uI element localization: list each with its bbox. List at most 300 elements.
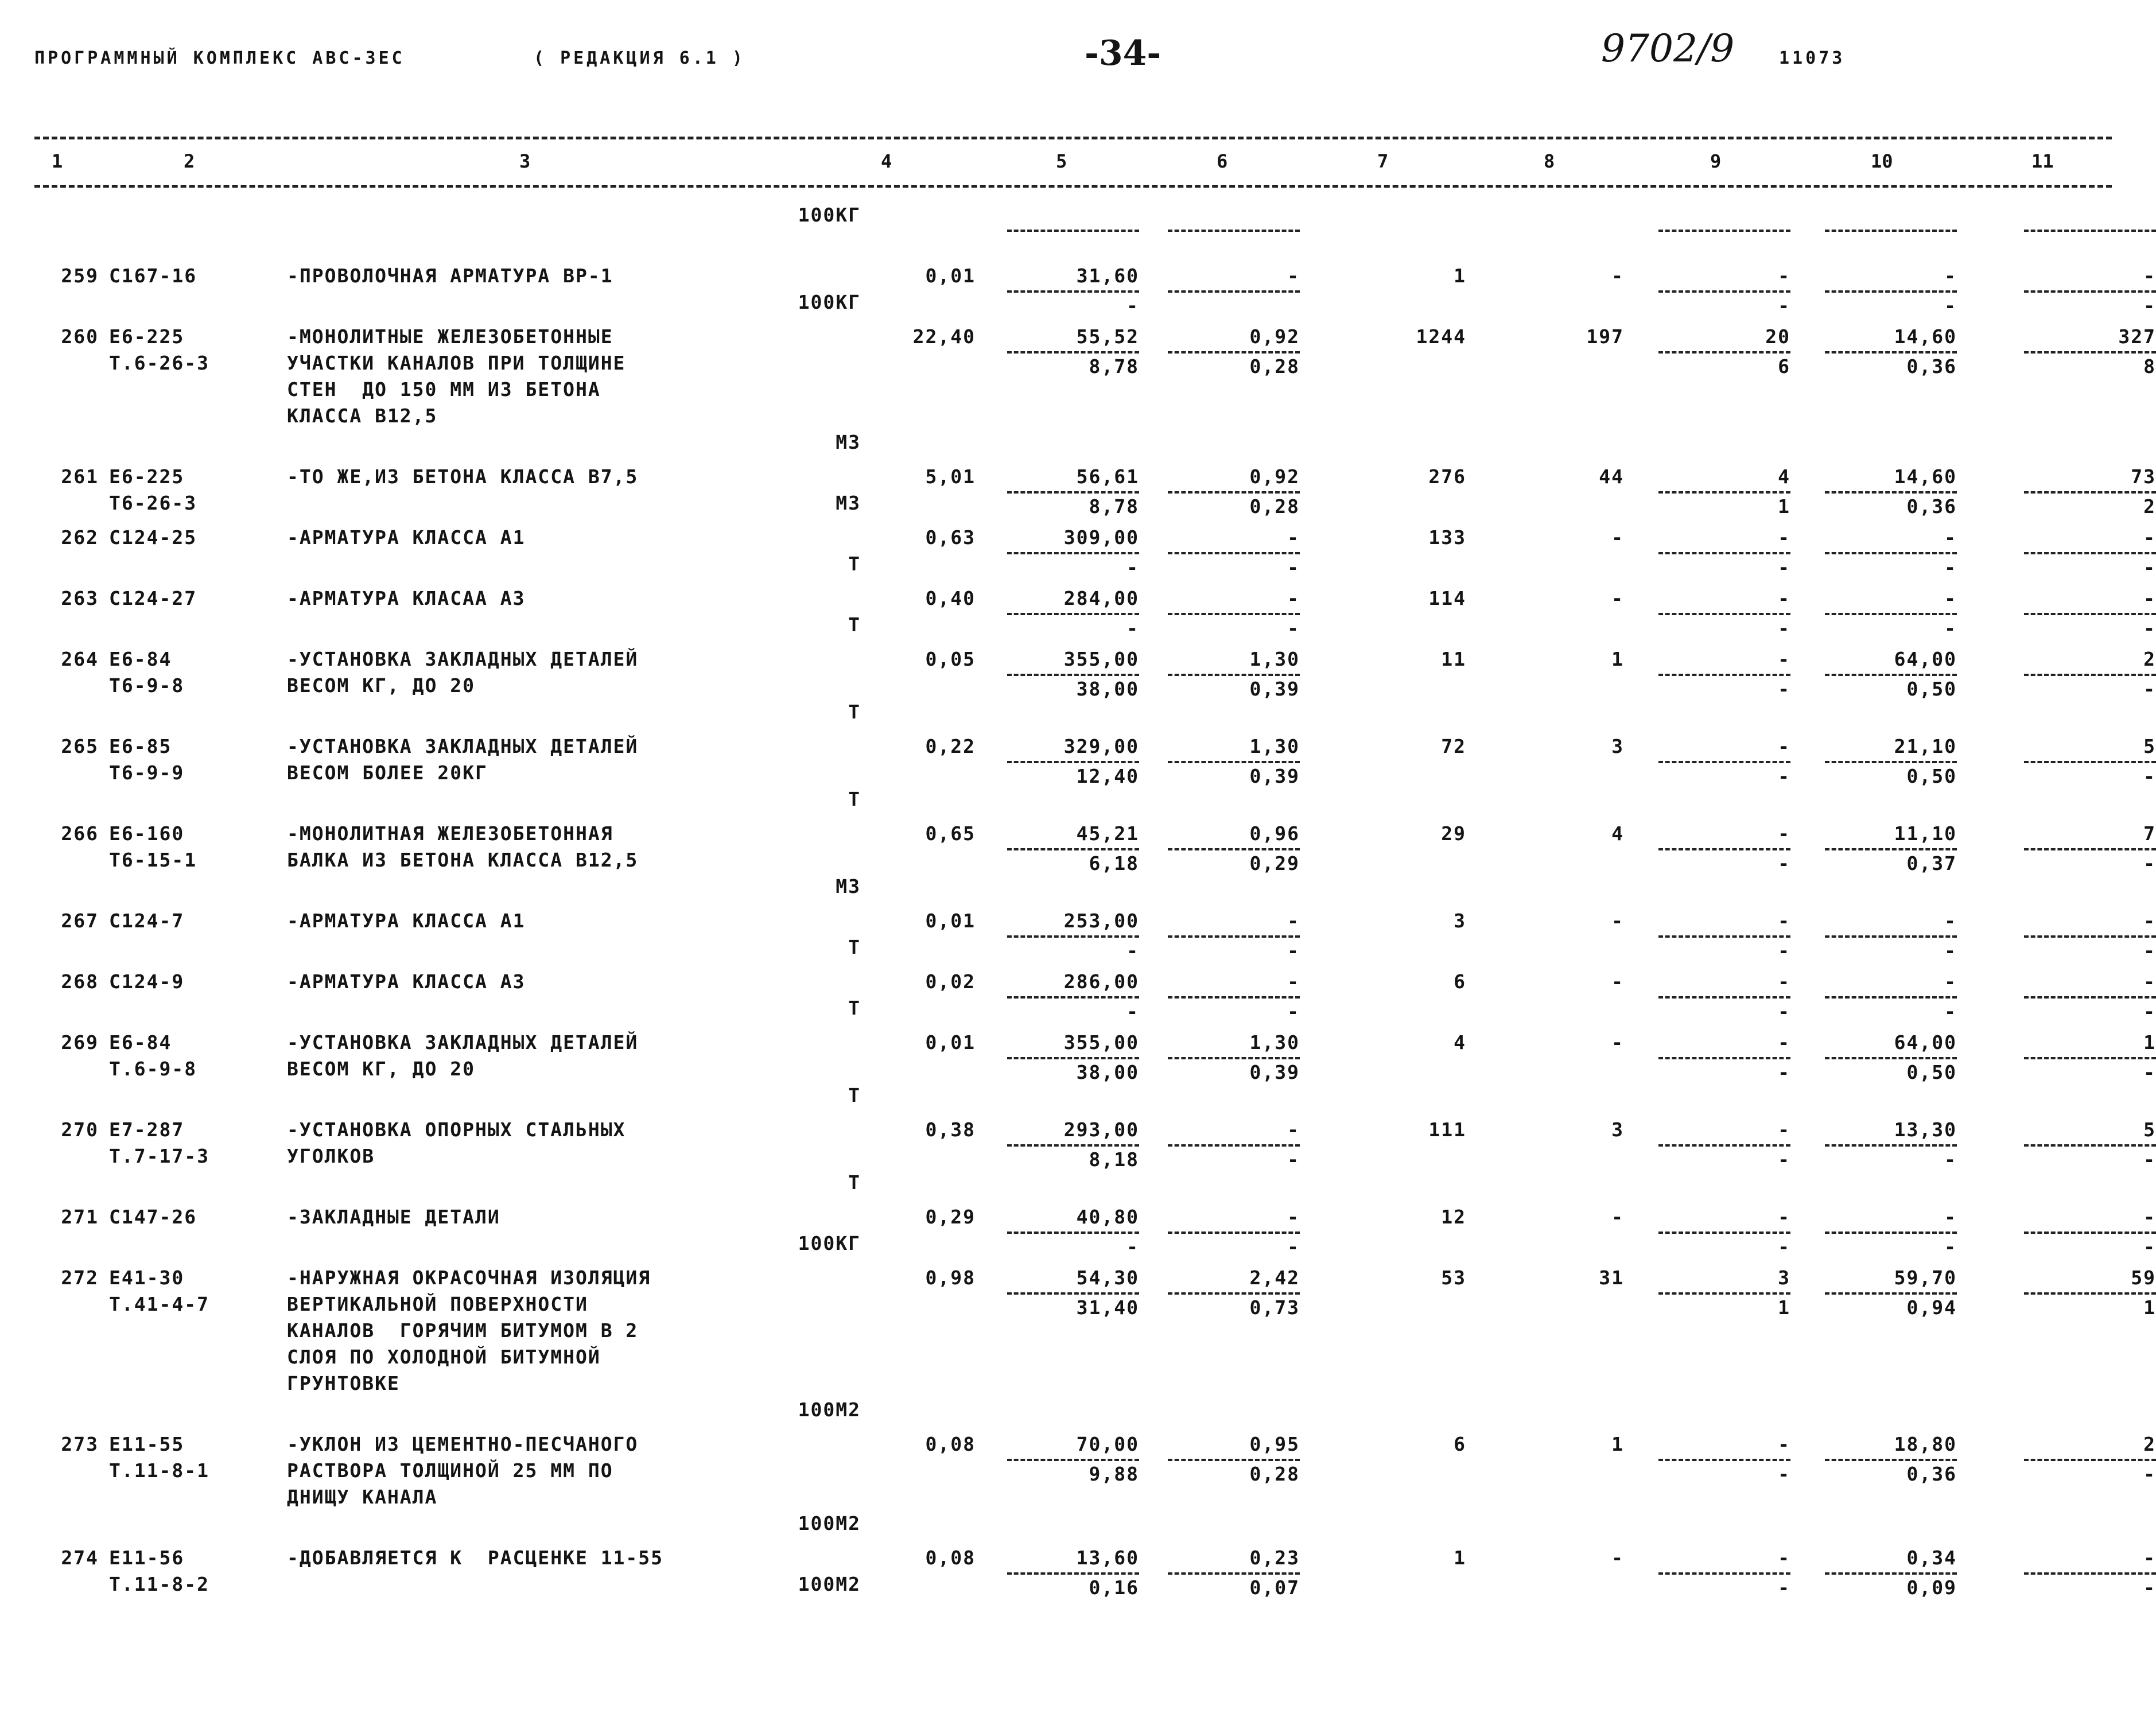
- col4-quantity: 0,98: [925, 1267, 976, 1289]
- col4-quantity: 0,29: [925, 1206, 976, 1228]
- row-number: 272: [61, 1267, 99, 1289]
- table-row: [0, 324, 2156, 464]
- col7-value: 72: [1441, 735, 1466, 757]
- row-number: 267: [61, 910, 99, 932]
- col10-value-top: 11,10: [1825, 821, 1957, 850]
- col11-value-bottom: -: [2143, 1000, 2156, 1023]
- description-line: -УСТАНОВКА ЗАКЛАДНЫХ ДЕТАЛЕЙ: [287, 1031, 639, 1054]
- description-line: СЛОЯ ПО ХОЛОДНОЙ БИТУМНОЙ: [287, 1346, 601, 1368]
- description-line: М3: [836, 492, 861, 514]
- col9-value-bottom: 1: [1778, 1296, 1790, 1319]
- description-line: Т: [848, 553, 861, 575]
- column-number-row: [0, 150, 2156, 173]
- col9-value-bottom: -: [1778, 1000, 1790, 1023]
- description-line: -УСТАНОВКА ЗАКЛАДНЫХ ДЕТАЛЕЙ: [287, 648, 639, 670]
- col6-price: [1139, 324, 1300, 464]
- col4-quantity: 22,40: [912, 325, 976, 348]
- row-code: С167-16: [109, 265, 197, 287]
- col6-value-bottom: 0,39: [1249, 678, 1300, 700]
- col6-value-bottom: 0,28: [1249, 355, 1300, 378]
- col9-price: [1624, 324, 1790, 464]
- col5-value-bottom: -: [1126, 1236, 1139, 1258]
- page-number: -34-: [1085, 33, 1161, 73]
- table-row: [0, 1030, 2156, 1117]
- col4-quantity: 0,38: [925, 1118, 976, 1141]
- col8-value: -: [1611, 910, 1624, 932]
- description-line: -МОНОЛИТНАЯ ЖЕЛЕЗОБЕТОННАЯ: [287, 822, 613, 845]
- col6-price: [1139, 464, 1300, 525]
- col7-value: 1244: [1416, 325, 1466, 348]
- row-number: 261: [61, 465, 99, 488]
- col11-value-bottom: 2: [2143, 495, 2156, 518]
- description-line: Т: [848, 788, 861, 810]
- row-code: Е7-287 Т.7-17-3: [109, 1118, 209, 1167]
- edition-label: ( РЕДАКЦИЯ 6.1 ): [534, 48, 745, 68]
- col11-price: [1957, 821, 2156, 908]
- row-number: 264: [61, 648, 99, 670]
- row-description: [287, 908, 895, 969]
- description-line: -МОНОЛИТНЫЕ ЖЕЛЕЗОБЕТОННЫЕ: [287, 325, 613, 348]
- col7-value: 6: [1454, 1433, 1466, 1455]
- col9-price: [1624, 1204, 1790, 1265]
- col5-value-bottom: 0,16: [1089, 1576, 1139, 1599]
- col11-value-bottom: -: [2143, 1148, 2156, 1171]
- col-num-10: 10: [1871, 150, 1893, 172]
- col10-value-top: [1825, 202, 1957, 232]
- table-row: [0, 464, 2156, 525]
- col9-price: [1624, 263, 1790, 324]
- col11-value-top: -: [2024, 263, 2156, 293]
- row-description: [287, 263, 895, 324]
- row-code: Е6-85 Т6-9-9: [109, 735, 185, 784]
- col6-value-top: -: [1168, 525, 1300, 554]
- description-line: Т: [848, 701, 861, 723]
- row-number: [0, 202, 109, 263]
- col11-price: [1957, 1204, 2156, 1265]
- row-code: Е6-225 Т.6-26-3: [109, 325, 209, 374]
- col6-value-top: 0,23: [1168, 1545, 1300, 1575]
- col7-value: 1: [1454, 265, 1466, 287]
- col8-value: -: [1611, 526, 1624, 549]
- col10-value-top: -: [1825, 969, 1957, 999]
- col10-value-bottom: 0,36: [1906, 495, 1957, 518]
- table-row: [0, 1431, 2156, 1545]
- col9-price: [1624, 1545, 1790, 1606]
- col10-value-bottom: 0,94: [1906, 1296, 1957, 1319]
- col11-price: [1957, 525, 2156, 585]
- col9-value-bottom: -: [1778, 556, 1790, 578]
- row-code: [109, 202, 287, 263]
- col10-price: [1790, 324, 1957, 464]
- description-line: Т: [848, 1171, 861, 1194]
- col6-price: [1139, 585, 1300, 646]
- col11-price: [1957, 1117, 2156, 1204]
- row-description: [287, 1431, 895, 1545]
- row-number: 273: [61, 1433, 99, 1455]
- col9-value-bottom: -: [1778, 617, 1790, 639]
- col5-value-bottom: -: [1126, 294, 1139, 317]
- col6-value-top: 1,30: [1168, 646, 1300, 676]
- col6-value-bottom: 0,28: [1249, 1463, 1300, 1485]
- document-code: 11073: [1779, 48, 1846, 68]
- col5-price: [976, 324, 1139, 464]
- col-num-3: 3: [519, 150, 531, 172]
- col5-price: [976, 1204, 1139, 1265]
- col5-value-bottom: 31,40: [1076, 1296, 1139, 1319]
- col6-price: [1139, 1545, 1300, 1606]
- description-line: ВЕСОМ БОЛЕЕ 20КГ: [287, 762, 488, 784]
- col6-value-bottom: 0,39: [1249, 1061, 1300, 1083]
- col10-price: [1790, 646, 1957, 733]
- col4-quantity: 0,65: [925, 822, 976, 845]
- col6-price: [1139, 733, 1300, 821]
- row-code: Е41-30 Т.41-4-7: [109, 1267, 209, 1315]
- row-code: С124-9: [109, 970, 185, 993]
- row-number: 269: [61, 1031, 99, 1054]
- col6-value-top: 2,42: [1168, 1265, 1300, 1295]
- col10-price: [1790, 733, 1957, 821]
- col5-value-top: 329,00: [1007, 733, 1139, 763]
- description-line: 100КГ: [798, 204, 861, 226]
- col9-value-bottom: -: [1778, 1463, 1790, 1485]
- description-line: ГРУНТОВКЕ: [287, 1372, 400, 1394]
- col11-price: [1957, 1030, 2156, 1117]
- col5-price: [976, 1431, 1139, 1545]
- col6-price: [1139, 525, 1300, 585]
- row-description: [287, 1204, 895, 1265]
- row-description: [287, 202, 895, 263]
- col11-value-bottom: -: [2143, 939, 2156, 962]
- col5-value-bottom: 8,78: [1089, 355, 1139, 378]
- row-code: Е6-84 Т.6-9-8: [109, 1031, 197, 1080]
- row-code: Е6-225 Т6-26-3: [109, 465, 197, 514]
- col11-value-top: 2: [2024, 1431, 2156, 1461]
- description-line: М3: [836, 431, 861, 453]
- col6-price: [1139, 1431, 1300, 1545]
- col6-price: [1139, 1030, 1300, 1117]
- col9-price: [1624, 464, 1790, 525]
- col-num-7: 7: [1377, 150, 1389, 172]
- description-line: КЛАССА В12,5: [287, 405, 438, 427]
- col5-value-top: 286,00: [1007, 969, 1139, 999]
- estimate-table: [0, 202, 2156, 1606]
- col6-value-top: -: [1168, 969, 1300, 999]
- row-code: С124-7: [109, 910, 185, 932]
- col9-value-top: -: [1658, 525, 1790, 554]
- col-num-6: 6: [1217, 150, 1228, 172]
- col6-value-top: 1,30: [1168, 1030, 1300, 1059]
- col8-value: -: [1611, 265, 1624, 287]
- description-line: -НАРУЖНАЯ ОКРАСОЧНАЯ ИЗОЛЯЦИЯ: [287, 1267, 651, 1289]
- row-code: Е11-55 Т.11-8-1: [109, 1433, 209, 1482]
- col6-value-top: -: [1168, 585, 1300, 615]
- col9-value-top: -: [1658, 1030, 1790, 1059]
- col8-value: 31: [1599, 1267, 1624, 1289]
- col9-value-top: 4: [1658, 464, 1790, 494]
- description-line: БАЛКА ИЗ БЕТОНА КЛАССА В12,5: [287, 849, 639, 871]
- col10-value-top: 18,80: [1825, 1431, 1957, 1461]
- description-line: ВЕСОМ КГ, ДО 20: [287, 1058, 476, 1080]
- col9-value-top: -: [1658, 1204, 1790, 1234]
- col9-price: [1624, 525, 1790, 585]
- col-num-5: 5: [1056, 150, 1067, 172]
- col11-price: [1957, 1265, 2156, 1431]
- col6-price: [1139, 202, 1300, 263]
- col10-value-top: -: [1825, 908, 1957, 938]
- col9-price: [1624, 1431, 1790, 1545]
- col6-value-top: 0,95: [1168, 1431, 1300, 1461]
- col6-price: [1139, 969, 1300, 1030]
- col10-value-bottom: -: [1944, 294, 1957, 317]
- header-dashed-rule: [34, 185, 2112, 188]
- col10-price: [1790, 1030, 1957, 1117]
- col10-value-top: -: [1825, 585, 1957, 615]
- col5-value-top: 309,00: [1007, 525, 1139, 554]
- col10-price: [1790, 821, 1957, 908]
- description-line: 100М2: [798, 1512, 861, 1534]
- col6-value-top: 0,92: [1168, 324, 1300, 353]
- col10-value-top: 64,00: [1825, 1030, 1957, 1059]
- col6-value-top: 0,96: [1168, 821, 1300, 850]
- row-number: 274: [61, 1547, 99, 1569]
- col9-price: [1624, 908, 1790, 969]
- description-line: Т: [848, 613, 861, 636]
- row-code: Е11-56 Т.11-8-2: [109, 1547, 209, 1595]
- col6-value-top: 1,30: [1168, 733, 1300, 763]
- col10-price: [1790, 969, 1957, 1030]
- col5-value-top: 45,21: [1007, 821, 1139, 850]
- col9-value-top: -: [1658, 646, 1790, 676]
- col9-value-top: -: [1658, 733, 1790, 763]
- col6-price: [1139, 1265, 1300, 1431]
- description-line: -АРМАТУРА КЛАСАА А3: [287, 587, 526, 609]
- description-line: Т: [848, 997, 861, 1019]
- col10-value-bottom: 0,36: [1906, 355, 1957, 378]
- col10-price: [1790, 908, 1957, 969]
- description-line: Т: [848, 1084, 861, 1106]
- row-code: С124-27: [109, 587, 197, 609]
- col6-price: [1139, 821, 1300, 908]
- col11-value-bottom: -: [2143, 678, 2156, 700]
- col7-value: 29: [1441, 822, 1466, 845]
- col6-price: [1139, 263, 1300, 324]
- top-dashed-rule: [34, 137, 2112, 139]
- col4-quantity: 0,40: [925, 587, 976, 609]
- col11-price: [1957, 585, 2156, 646]
- table-row: [0, 525, 2156, 585]
- col11-value-top: 2: [2024, 646, 2156, 676]
- col11-value-bottom: 1: [2143, 1296, 2156, 1319]
- col-num-8: 8: [1544, 150, 1555, 172]
- col6-value-top: -: [1168, 908, 1300, 938]
- col11-value-top: 59: [2024, 1265, 2156, 1295]
- col11-value-bottom: -: [2143, 1061, 2156, 1083]
- col6-value-bottom: 0,73: [1249, 1296, 1300, 1319]
- row-number: 268: [61, 970, 99, 993]
- col6-value-bottom: 0,07: [1249, 1576, 1300, 1599]
- col5-value-bottom: 8,78: [1089, 495, 1139, 518]
- col5-price: [976, 1117, 1139, 1204]
- col5-price: [976, 1545, 1139, 1606]
- col5-price: [976, 202, 1139, 263]
- col11-value-top: -: [2024, 585, 2156, 615]
- description-line: -УСТАНОВКА ЗАКЛАДНЫХ ДЕТАЛЕЙ: [287, 735, 639, 757]
- col5-price: [976, 733, 1139, 821]
- col4-quantity: 0,22: [925, 735, 976, 757]
- col8-value: -: [1611, 1547, 1624, 1569]
- col11-price: [1957, 1431, 2156, 1545]
- col10-value-bottom: -: [1944, 939, 1957, 962]
- row-number: 266: [61, 822, 99, 845]
- description-line: -УСТАНОВКА ОПОРНЫХ СТАЛЬНЫХ: [287, 1118, 626, 1141]
- handwritten-number: 9702/9: [1601, 26, 1735, 71]
- description-line: М3: [836, 875, 861, 898]
- table-row: [0, 733, 2156, 821]
- col6-value-bottom: -: [1287, 617, 1300, 639]
- description-line: Т: [848, 936, 861, 958]
- col6-value-bottom: -: [1287, 556, 1300, 578]
- col11-value-top: 5: [2024, 733, 2156, 763]
- col10-price: [1790, 263, 1957, 324]
- description-line: -УКЛОН ИЗ ЦЕМЕНТНО-ПЕСЧАНОГО: [287, 1433, 639, 1455]
- col9-value-top: 3: [1658, 1265, 1790, 1295]
- col6-price: [1139, 646, 1300, 733]
- col11-value-top: 73: [2024, 464, 2156, 494]
- col4-quantity: 0,01: [925, 910, 976, 932]
- table-row: [0, 202, 2156, 263]
- col9-value-bottom: -: [1778, 678, 1790, 700]
- col9-price: [1624, 585, 1790, 646]
- description-line: 100М2: [798, 1573, 861, 1595]
- description-line: УГОЛКОВ: [287, 1145, 375, 1167]
- col11-value-top: [2024, 202, 2156, 232]
- col5-value-top: 355,00: [1007, 646, 1139, 676]
- col10-value-bottom: 0,50: [1906, 1061, 1957, 1083]
- col5-price: [976, 908, 1139, 969]
- col11-price: [1957, 1545, 2156, 1606]
- col5-value-bottom: 38,00: [1076, 1061, 1139, 1083]
- row-number: 271: [61, 1206, 99, 1228]
- col6-value-top: 0,92: [1168, 464, 1300, 494]
- col9-value-bottom: -: [1778, 1148, 1790, 1171]
- col9-price: [1624, 821, 1790, 908]
- col8-value: -: [1611, 587, 1624, 609]
- col5-value-top: 253,00: [1007, 908, 1139, 938]
- row-description: [287, 733, 895, 821]
- col7-value: 4: [1454, 1031, 1466, 1054]
- col5-price: [976, 464, 1139, 525]
- col10-price: [1790, 1431, 1957, 1545]
- row-number: 259: [61, 265, 99, 287]
- col10-value-top: 14,60: [1825, 324, 1957, 353]
- col11-value-bottom: -: [2143, 294, 2156, 317]
- table-row: [0, 646, 2156, 733]
- col11-value-bottom: 8: [2143, 355, 2156, 378]
- col11-value-top: 7: [2024, 821, 2156, 850]
- col10-value-bottom: 0,36: [1906, 1463, 1957, 1485]
- col11-value-bottom: -: [2143, 1463, 2156, 1485]
- col5-value-bottom: 12,40: [1076, 765, 1139, 787]
- table-row: [0, 969, 2156, 1030]
- program-title: ПРОГРАММНЫЙ КОМПЛЕКС АВС-3ЕС: [34, 48, 405, 68]
- col5-price: [976, 1265, 1139, 1431]
- description-line: -ЗАКЛАДНЫЕ ДЕТАЛИ: [287, 1206, 500, 1228]
- description-line: -ДОБАВЛЯЕТСЯ К РАСЦЕНКЕ 11-55: [287, 1547, 664, 1569]
- col4-quantity: 0,01: [925, 1031, 976, 1054]
- col7-value: 6: [1454, 970, 1466, 993]
- col-num-1: 1: [52, 150, 63, 172]
- col5-value-top: 40,80: [1007, 1204, 1139, 1234]
- col9-value-bottom: -: [1778, 939, 1790, 962]
- description-line: -ТО ЖЕ,ИЗ БЕТОНА КЛАССА В7,5: [287, 465, 639, 488]
- row-description: [287, 821, 895, 908]
- col5-price: [976, 646, 1139, 733]
- col9-value-top: -: [1658, 969, 1790, 999]
- col7-value: 276: [1428, 465, 1466, 488]
- col11-price: [1957, 969, 2156, 1030]
- col10-value-top: 64,00: [1825, 646, 1957, 676]
- col5-value-bottom: -: [1126, 617, 1139, 639]
- col10-price: [1790, 464, 1957, 525]
- row-description: [287, 969, 895, 1030]
- col5-value-top: 355,00: [1007, 1030, 1139, 1059]
- col5-value-top: 31,60: [1007, 263, 1139, 293]
- row-description: [287, 464, 895, 525]
- row-code: С147-26: [109, 1206, 197, 1228]
- col5-value-bottom: -: [1126, 1000, 1139, 1023]
- description-line: КАНАЛОВ ГОРЯЧИМ БИТУМОМ В 2: [287, 1319, 639, 1342]
- col11-value-top: 1: [2024, 1030, 2156, 1059]
- col5-value-top: [1007, 202, 1139, 232]
- table-row: [0, 1265, 2156, 1431]
- col10-price: [1790, 525, 1957, 585]
- col9-value-bottom: -: [1778, 852, 1790, 875]
- col7-value: 11: [1441, 648, 1466, 670]
- col5-value-top: 55,52: [1007, 324, 1139, 353]
- col8-value: 3: [1611, 735, 1624, 757]
- col4-quantity: 0,08: [925, 1547, 976, 1569]
- col11-value-top: -: [2024, 969, 2156, 999]
- col6-value-bottom: -: [1287, 1236, 1300, 1258]
- table-row: [0, 908, 2156, 969]
- col5-value-bottom: 6,18: [1089, 852, 1139, 875]
- row-code: Е6-84 Т6-9-8: [109, 648, 185, 697]
- col7-value: 1: [1454, 1547, 1466, 1569]
- col11-value-bottom: -: [2143, 852, 2156, 875]
- col8-value: 44: [1599, 465, 1624, 488]
- row-code: С124-25: [109, 526, 197, 549]
- col7-value: 114: [1428, 587, 1466, 609]
- col7-value: 133: [1428, 526, 1466, 549]
- col7-value: [1300, 202, 1466, 263]
- col10-value-top: -: [1825, 263, 1957, 293]
- col11-price: [1957, 733, 2156, 821]
- col10-value-bottom: 0,09: [1906, 1576, 1957, 1599]
- col11-price: [1957, 464, 2156, 525]
- col11-price: [1957, 263, 2156, 324]
- col5-value-top: 293,00: [1007, 1117, 1139, 1147]
- col9-value-top: -: [1658, 263, 1790, 293]
- col9-value-top: -: [1658, 908, 1790, 938]
- table-row: [0, 263, 2156, 324]
- description-line: -ПРОВОЛОЧНАЯ АРМАТУРА ВР-1: [287, 265, 613, 287]
- col10-value-bottom: -: [1944, 617, 1957, 639]
- col4-quantity: 0,05: [925, 648, 976, 670]
- col8-value: -: [1611, 970, 1624, 993]
- row-description: [287, 1265, 895, 1431]
- row-number: 262: [61, 526, 99, 549]
- row-description: [287, 324, 895, 464]
